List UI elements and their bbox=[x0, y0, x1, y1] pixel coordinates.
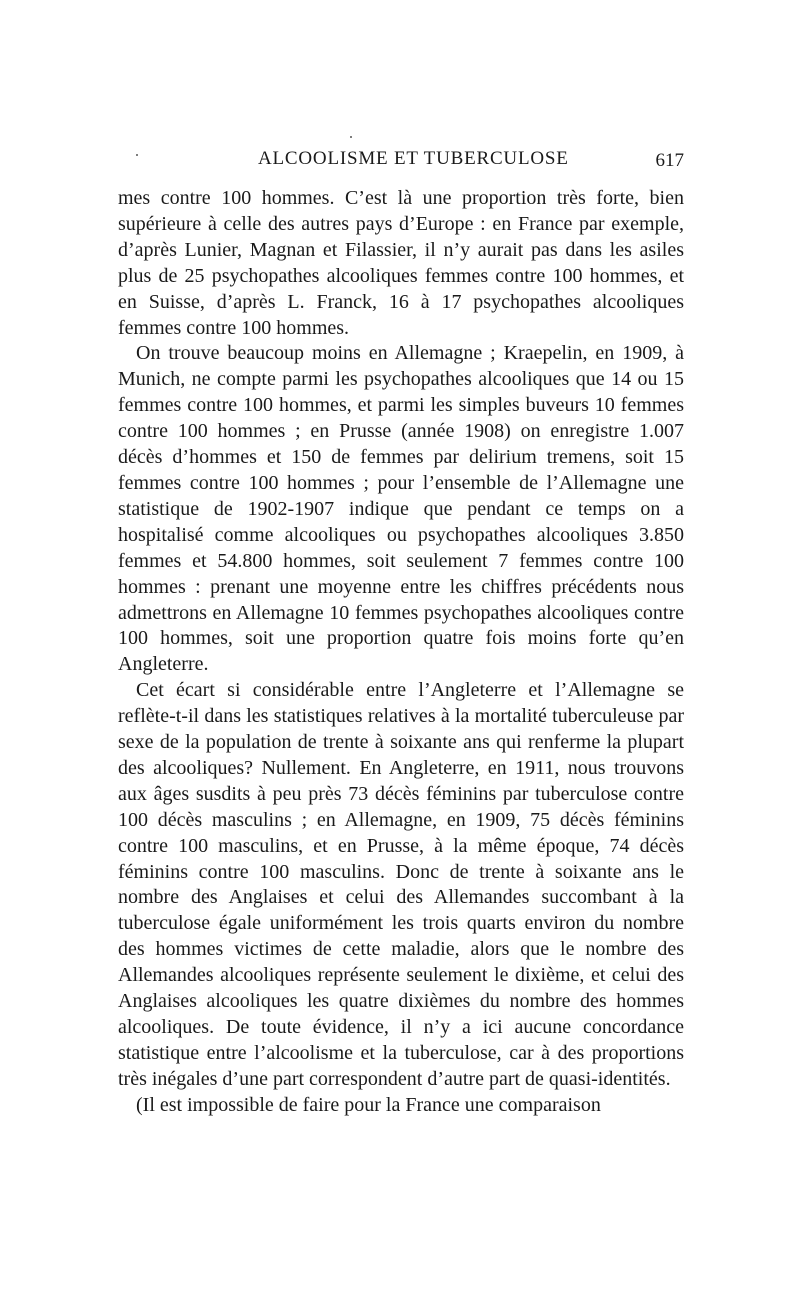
body-text bbox=[118, 186, 684, 1119]
paragraph: Cet écart si considérable entre l’Angleterre et l’Allemagne se reflète-t-il dans les statistiques relatives à la mortalité tuberculeuse par sexe de la population de trente à soixante ans qui renferme la plupart des alcooliques? Nullement. En Angleterre, en 1911, nous trouvons aux âges susdits à peu près 73 décès féminins par tuberculose contre 100 décès masculins ; en Allemagne, en 1909, 75 décès féminins contre 100 masculins, et en Prusse, à la même époque, 74 décès féminins contre 100 masculins. Donc de trente à soixante ans le nombre des Anglaises et celui des Allemandes succombant à la tuberculose égale uniformément les trois quarts environ du nombre des hommes victimes de cette maladie, alors que le nombre des Allemandes alcooliques représente seulement le dixième, et celui des Anglaises alcooliques les quatre dixièmes du nombre des hommes alcooliques. De toute évidence, il n’y a ici aucune concordance statistique entre l’alcoolisme et la tuberculose, car à des proportions très inégales d’une part correspondent d’autre part de quasi-identités. bbox=[118, 679, 684, 1090]
running-title: ALCOOLISME ET TUBERCULOSE bbox=[258, 148, 569, 169]
page-number: 617 bbox=[655, 150, 684, 171]
ink-speck bbox=[350, 136, 352, 138]
paragraph: mes contre 100 hommes. C’est là une proportion très forte, bien supérieure à celle des autres pays d’Europe : en France par exemple, d’après Lunier, Magnan et Filassier, il n’y aurait pas dans les asiles plus de 25 psychopathes alcooliques femmes contre 100 hommes, et en Suisse, d’après L. Franck, 16 à 17 psychopathes alcooliques femmes contre 100 hommes. bbox=[118, 187, 684, 339]
paragraph: On trouve beaucoup moins en Allemagne ; Kraepelin, en 1909, à Munich, ne compte parmi les psychopathes alcooliques que 14 ou 15 femmes contre 100 hommes, et parmi les simples buveurs 10 femmes contre 100 hommes ; en Prusse (année 1908) on enregistre 1.007 décès d’hommes et 150 de femmes par delirium tremens, soit 15 femmes contre 100 hommes ; pour l’ensemble de l’Allemagne une statistique de 1902-1907 indique que pendant ce temps on a hospitalisé comme alcooliques ou psychopathes alcooliques 3.850 femmes et 54.800 hommes, soit seulement 7 femmes contre 100 hommes : prenant une moyenne entre les chiffres précédents nous admettrons en Allemagne 10 femmes psychopathes alcooliques contre 100 hommes, soit une proportion quatre fois moins forte qu’en Angleterre. bbox=[118, 342, 684, 676]
paragraph: (Il est impossible de faire pour la France une comparaison bbox=[136, 1093, 601, 1116]
page-header bbox=[118, 148, 684, 178]
